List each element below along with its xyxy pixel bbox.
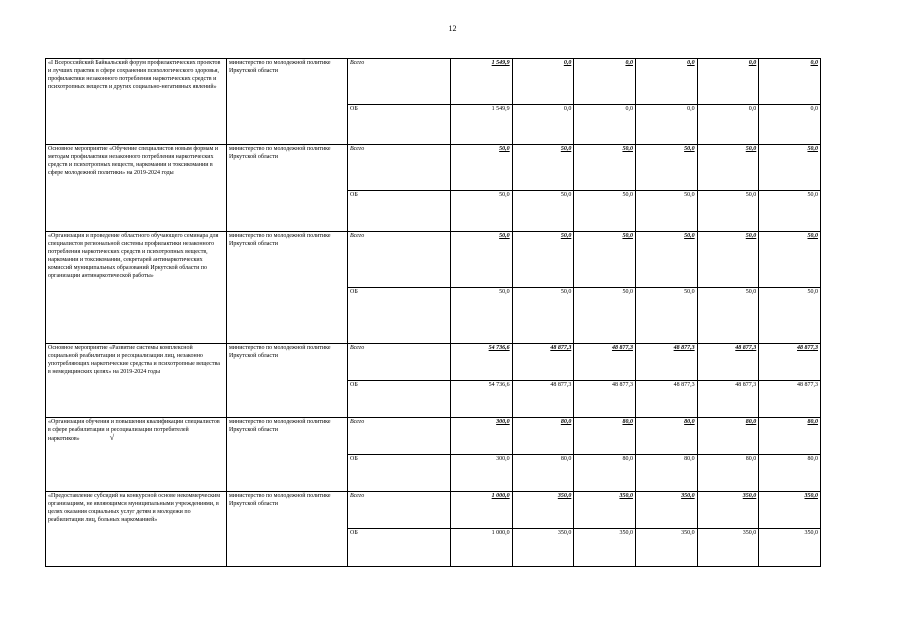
total-value: 50,0 [759,232,821,288]
ob-value: 0,0 [635,105,697,145]
ob-value: 80,0 [697,455,759,492]
measure-name [46,59,227,145]
ob-value: 50,0 [574,288,636,344]
measure-name [46,344,227,418]
total-value: 0,0 [635,59,697,105]
funding-source-ob: ОБ [348,529,451,567]
table-row [46,232,821,288]
responsible-org: министерство по молодежной политике Иркутской области [227,492,348,567]
ob-value: 50,0 [451,288,513,344]
total-value: 80,0 [512,418,574,455]
ob-value: 80,0 [635,455,697,492]
total-value: 50,0 [574,232,636,288]
funding-source-total: Всего [348,492,451,529]
table-row [46,344,821,381]
total-value: 48 877,3 [574,344,636,381]
total-value: 50,0 [635,145,697,191]
ob-value: 0,0 [697,105,759,145]
funding-source-ob: ОБ [348,455,451,492]
measure-name [46,418,227,492]
total-value: 48 877,3 [759,344,821,381]
ob-value: 80,0 [574,455,636,492]
funding-source-ob: ОБ [348,105,451,145]
total-value: 0,0 [574,59,636,105]
table-row [46,59,821,105]
ob-value: 350,0 [574,529,636,567]
funding-source-ob: ОБ [348,191,451,232]
measure-name-text: «Организация и проведение областного обучающего семинара для специалистов региональной системы профилактики незаконного потребления наркотических средств и психотропных веществ, наркомании и токсикомании, секретарей антинаркотических комиссий муниципальных образований Иркутской области по организации антинаркотической работы» [48,233,219,279]
responsible-org: министерство по молодежной политике Иркутской области [227,344,348,418]
funding-source-ob: ОБ [348,288,451,344]
ob-value: 50,0 [451,191,513,232]
ob-value: 80,0 [512,455,574,492]
total-value: 0,0 [697,59,759,105]
total-value: 350,0 [512,492,574,529]
responsible-org: министерство по молодежной политике Иркутской области [227,232,348,344]
table-row [46,492,821,529]
measure-name-text: Основное мероприятие «Развитие системы комплексной социальной реабилитации и ресоциализации лиц, незаконно употребляющих наркотические средства и психотропные вещества в немедицинских целях» на 2019-2024 годы [48,345,220,375]
ob-value: 50,0 [635,191,697,232]
total-value: 80,0 [697,418,759,455]
ob-value: 1 549,9 [451,105,513,145]
total-value: 50,0 [512,145,574,191]
measure-name [46,492,227,567]
total-value: 300,0 [451,418,513,455]
responsible-org: министерство по молодежной политике Иркутской области [227,418,348,492]
ob-value: 50,0 [635,288,697,344]
total-value: 50,0 [451,232,513,288]
total-value: 350,0 [635,492,697,529]
measure-name-text: «Предоставление субсидий на конкурсной основе некоммерческим организациям, не являющимся муниципальными учреждениями, в целях оказания социальных услуг детям и молодежи по реабилитации лиц, больных наркоманией» [48,493,221,523]
funding-source-total: Всего [348,232,451,288]
total-value: 50,0 [574,145,636,191]
total-value: 350,0 [697,492,759,529]
table-row [46,145,821,191]
funding-source-total: Всего [348,59,451,105]
total-value: 50,0 [697,145,759,191]
responsible-org: министерство по молодежной политике Иркутской области [227,59,348,145]
ob-value: 50,0 [512,191,574,232]
ob-value: 50,0 [697,288,759,344]
ob-value: 54 736,6 [451,381,513,418]
ob-value: 48 877,3 [697,381,759,418]
funding-source-total: Всего [348,145,451,191]
check-mark: √ [109,433,115,442]
ob-value: 48 877,3 [635,381,697,418]
ob-value: 48 877,3 [512,381,574,418]
total-value: 1 549,9 [451,59,513,105]
ob-value: 50,0 [574,191,636,232]
ob-value: 300,0 [451,455,513,492]
measure-name [46,232,227,344]
ob-value: 1 000,0 [451,529,513,567]
ob-value: 50,0 [759,191,821,232]
total-value: 50,0 [451,145,513,191]
total-value: 350,0 [574,492,636,529]
ob-value: 0,0 [512,105,574,145]
total-value: 48 877,3 [512,344,574,381]
total-value: 350,0 [759,492,821,529]
total-value: 54 736,6 [451,344,513,381]
ob-value: 350,0 [635,529,697,567]
total-value: 50,0 [759,145,821,191]
ob-value: 350,0 [697,529,759,567]
ob-value: 80,0 [759,455,821,492]
table-row [46,418,821,455]
funding-source-total: Всего [348,344,451,381]
total-value: 80,0 [759,418,821,455]
responsible-org: министерство по молодежной политике Иркутской области [227,145,348,232]
total-value: 80,0 [574,418,636,455]
ob-value: 350,0 [759,529,821,567]
total-value: 1 000,0 [451,492,513,529]
total-value: 48 877,3 [697,344,759,381]
total-value: 0,0 [512,59,574,105]
ob-value: 0,0 [759,105,821,145]
total-value: 0,0 [759,59,821,105]
measure-name-text: «Организация обучения и повышения квалификации специалистов в сфере реабилитации и ресоциализации потребителей наркотиков» [48,419,220,442]
ob-value: 48 877,3 [759,381,821,418]
total-value: 50,0 [512,232,574,288]
total-value: 48 877,3 [635,344,697,381]
ob-value: 350,0 [512,529,574,567]
total-value: 50,0 [635,232,697,288]
funding-source-total: Всего [348,418,451,455]
funding-source-ob: ОБ [348,381,451,418]
ob-value: 50,0 [512,288,574,344]
ob-value: 0,0 [574,105,636,145]
budget-table [45,58,821,567]
total-value: 50,0 [697,232,759,288]
ob-value: 48 877,3 [574,381,636,418]
ob-value: 50,0 [697,191,759,232]
page-number: 12 [448,24,457,33]
measure-name [46,145,227,232]
ob-value: 50,0 [759,288,821,344]
measure-name-text: «I Всероссийский Байкальский форум профилактических проектов и лучших практик в сфере сохранения психологического здоровья, профилактики незаконного потребления наркотических средств и психотропных веществ и других социально-негативных явлений» [48,60,221,90]
measure-name-text: Основное мероприятие «Обучение специалистов новым формам и методам профилактики незаконного потребления наркотических средств и психотропных веществ, наркомании и токсикомании в сфере молодежной политики» на 2019-2024 годы [48,146,219,176]
total-value: 80,0 [635,418,697,455]
